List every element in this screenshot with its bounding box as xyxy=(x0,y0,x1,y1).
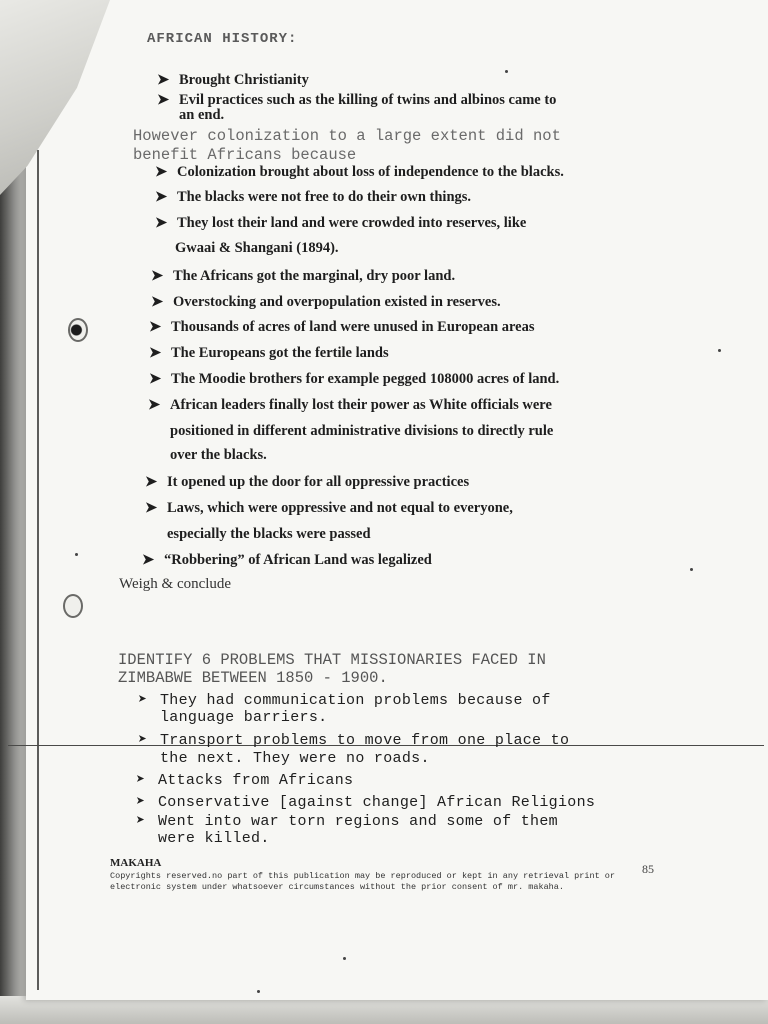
scan-speck xyxy=(257,990,260,993)
colonization-bullet: ➤ The blacks were not free to do their own things. xyxy=(155,189,472,205)
footer-author: MAKAHA xyxy=(110,857,162,869)
page-number: 85 xyxy=(642,862,654,876)
scan-speck xyxy=(343,957,346,960)
intro-bullet-2-cont: an end. xyxy=(179,107,225,123)
problem-item: ➤ Went into war torn regions and some of them xyxy=(136,813,558,830)
colonization-bullet: ➤ They lost their land and were crowded into reserves, like xyxy=(155,215,527,231)
problem-item: ➤ Attacks from Africans xyxy=(136,772,354,789)
colonization-bullet: ➤ Laws, which were oppressive and not equal to everyone, xyxy=(145,500,513,516)
copyright-notice: Copyrights reserved.no part of this publication may be reproduced or kept in any retrieval print or electronic system under whatsoever circumstances without the prior consent of mr. makaha. xyxy=(110,871,615,892)
colonization-bullet: ➤ It opened up the door for all oppressive practices xyxy=(145,474,470,490)
colonization-bullet-cont: positioned in different administrative divisions to directly rule xyxy=(170,423,554,439)
problem-item: ➤ They had communication problems because of xyxy=(138,692,551,709)
problem-item-cont: were killed. xyxy=(158,830,270,847)
colonization-bullet: ➤ African leaders finally lost their power as White officials were xyxy=(148,397,552,413)
page-title: AFRICAN HISTORY: xyxy=(147,31,298,47)
page-bottom-edge xyxy=(0,996,768,1024)
colonization-bullet: ➤ The Europeans got the fertile lands xyxy=(149,345,389,361)
question-line-1: IDENTIFY 6 PROBLEMS THAT MISSIONARIES FACED IN xyxy=(118,651,546,669)
intro-bullet-2: ➤ Evil practices such as the killing of twins and albinos came to xyxy=(157,92,557,108)
colonization-bullet: ➤ Colonization brought about loss of independence to the blacks. xyxy=(155,164,564,180)
margin-rule xyxy=(37,150,39,990)
punch-hole-lower xyxy=(63,594,83,618)
problem-item: ➤ Conservative [against change] African Religions xyxy=(136,794,596,811)
scan-speck xyxy=(505,70,508,73)
however-line-2: benefit Africans because xyxy=(133,146,357,164)
scan-speck xyxy=(690,568,693,571)
colonization-bullet: ➤ Overstocking and overpopulation existed in reserves. xyxy=(151,294,501,310)
colonization-bullet: ➤ Thousands of acres of land were unused in European areas xyxy=(149,319,535,335)
colonization-bullet-cont: especially the blacks were passed xyxy=(167,526,371,542)
question-line-2: ZIMBABWE BETWEEN 1850 - 1900. xyxy=(118,669,388,687)
colonization-bullet-cont: over the blacks. xyxy=(170,447,267,463)
colonization-bullet: ➤ The Moodie brothers for example pegged 108000 acres of land. xyxy=(149,371,560,387)
weigh-conclude: Weigh & conclude xyxy=(119,576,232,592)
colonization-bullet-cont: Gwaai & Shangani (1894). xyxy=(175,240,339,256)
however-line-1: However colonization to a large extent did not xyxy=(133,127,561,145)
problem-item-cont: the next. They were no roads. xyxy=(160,750,430,767)
problem-item-cont: language barriers. xyxy=(160,709,328,726)
problem-item: ➤ Transport problems to move from one place to xyxy=(138,732,570,749)
scan-speck xyxy=(75,553,78,556)
punch-hole-upper xyxy=(68,318,88,342)
intro-bullet-1: ➤ Brought Christianity xyxy=(157,72,309,88)
colonization-bullet: ➤ “Robbering” of African Land was legalized xyxy=(142,552,432,568)
colonization-bullet: ➤ The Africans got the marginal, dry poor land. xyxy=(151,268,456,284)
scan-speck xyxy=(718,349,721,352)
